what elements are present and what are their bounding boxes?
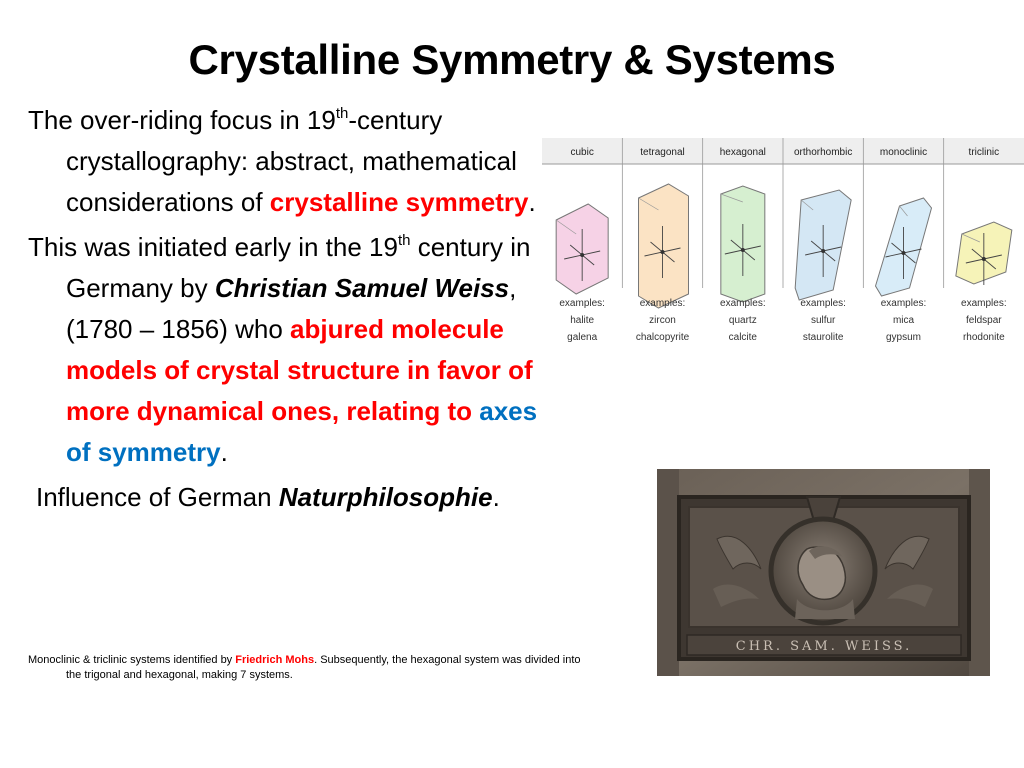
superscript: th: [397, 232, 411, 249]
example-hexagonal-2: calcite: [728, 332, 758, 343]
example-cubic-2: galena: [567, 332, 598, 343]
text-run: Monoclinic & triclinic systems identified by: [28, 654, 236, 666]
example-triclinic-2: rhodonite: [962, 332, 1005, 343]
example-orthorhombic-2: staurolite: [802, 332, 844, 343]
system-label-tetragonal: tetragonal: [640, 147, 685, 158]
example-tetragonal-0: examples:: [639, 298, 686, 309]
crystal-axis-origin: [902, 251, 906, 255]
footnote: [28, 653, 596, 683]
paragraph-focus: [28, 100, 568, 223]
superscript: th: [335, 105, 349, 122]
highlight-axes-of-symmetry: axes of symmetry: [66, 396, 538, 467]
example-hexagonal-1: quartz: [728, 315, 757, 326]
inscription-text: CHR. SAM. WEISS.: [735, 639, 913, 654]
slide-body: [28, 100, 568, 522]
crystal-axis-origin: [580, 253, 584, 257]
example-cubic-0: examples:: [559, 298, 605, 309]
example-triclinic-1: feldspar: [966, 315, 1002, 326]
name-friedrich-mohs: Friedrich Mohs: [235, 654, 315, 666]
example-triclinic-0: examples:: [961, 298, 1007, 309]
text-run: century in Germany by: [66, 232, 531, 303]
crystal-axis-origin: [661, 250, 665, 254]
paragraph-weiss: [28, 227, 568, 473]
text-run: -century crystallography: abstract, mathematical considerations of: [66, 105, 517, 217]
system-label-hexagonal: hexagonal: [719, 147, 766, 158]
crystal-axis-origin: [741, 248, 745, 252]
text-run: .: [528, 187, 536, 217]
text-run: The over-riding focus in 19: [28, 105, 336, 135]
system-label-triclinic: triclinic: [968, 147, 1000, 158]
example-hexagonal-0: examples:: [720, 298, 766, 309]
highlight-crystalline-symmetry: crystalline symmetry: [269, 187, 529, 217]
example-tetragonal-1: zircon: [649, 315, 676, 326]
text-run: Influence of German: [36, 482, 279, 512]
term-naturphilosophie: Naturphilosophie: [278, 482, 493, 512]
crystal-systems-figure: [542, 138, 1024, 364]
example-tetragonal-2: chalcopyrite: [635, 332, 690, 343]
example-orthorhombic-1: sulfur: [810, 315, 836, 326]
system-label-orthorhombic: orthorhombic: [793, 147, 853, 158]
example-monoclinic-1: mica: [892, 315, 915, 326]
crystal-axis-origin: [982, 257, 986, 261]
weiss-relief-svg: [657, 469, 990, 676]
example-monoclinic-0: examples:: [880, 298, 927, 309]
text-run: , (1780 – 1856) who: [66, 273, 517, 344]
text-run: This was initiated early in the 19: [28, 232, 398, 262]
weiss-relief-photo: [657, 469, 990, 676]
example-monoclinic-2: gypsum: [885, 332, 922, 343]
text-run: .: [220, 437, 228, 467]
system-label-cubic: cubic: [570, 147, 594, 158]
paragraph-naturphilosophie: [28, 477, 568, 518]
crystal-axis-origin: [821, 249, 825, 253]
text-run: .: [492, 482, 500, 512]
example-cubic-1: halite: [570, 315, 595, 326]
highlight-molecule-models: abjured molecule models of crystal structure in favor of more dynamical ones, relating to: [66, 314, 533, 426]
slide-title: Crystalline Symmetry & Systems: [188, 36, 836, 83]
example-orthorhombic-0: examples:: [800, 298, 846, 309]
system-label-monoclinic: monoclinic: [879, 147, 928, 158]
name-christian-samuel-weiss: Christian Samuel Weiss: [214, 273, 510, 303]
crystal-systems-svg: [542, 138, 1024, 364]
text-run: . Subsequently, the hexagonal system was divided into the trigonal and hexagonal, making 7 systems.: [66, 654, 581, 681]
